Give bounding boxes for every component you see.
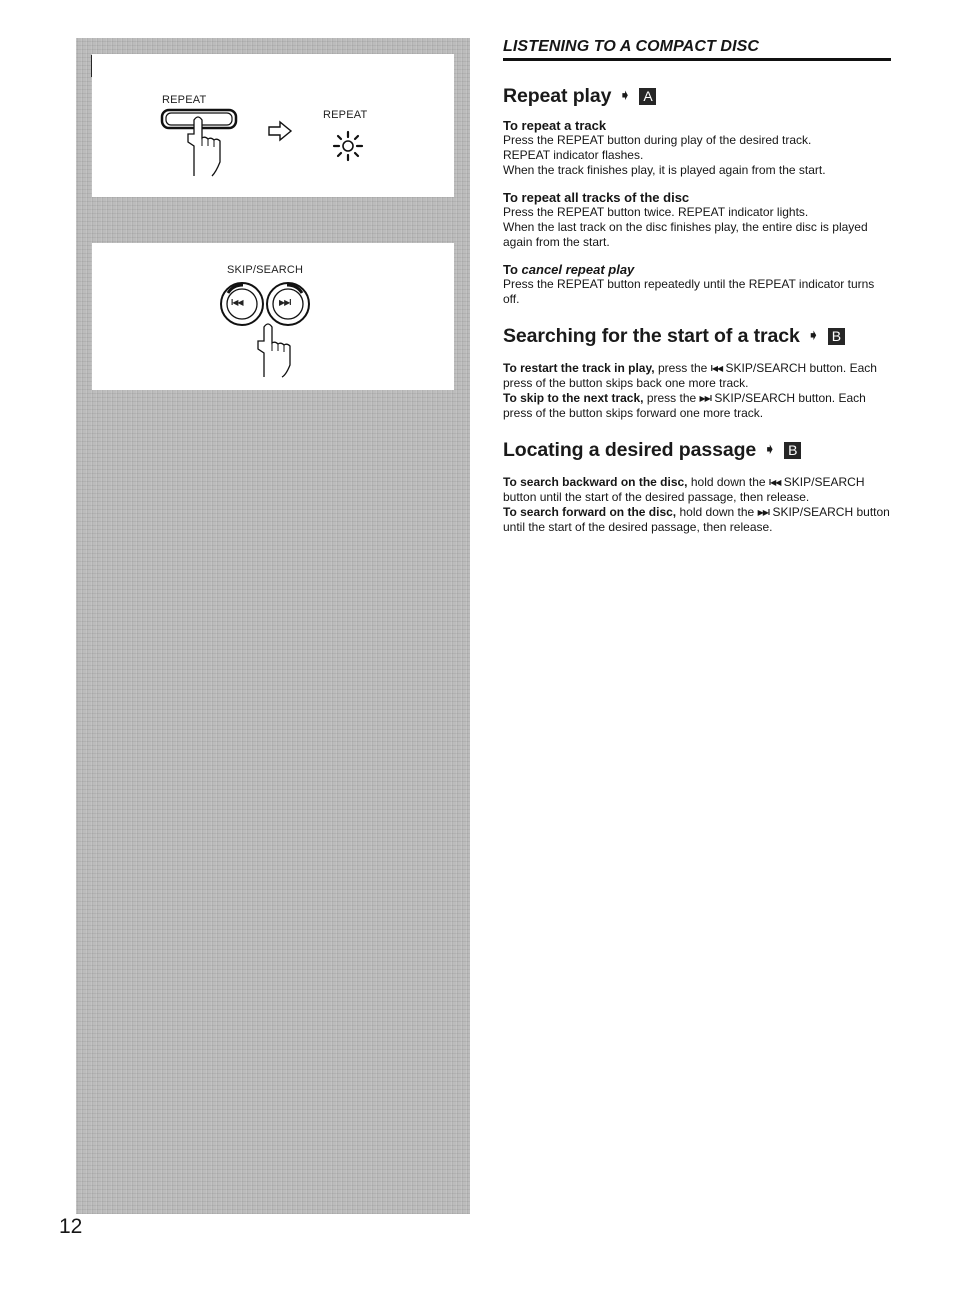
arrow-icon: ➧: [618, 87, 632, 104]
locating-title: Locating a desired passage: [503, 439, 757, 461]
skip-pre: press the: [646, 391, 697, 405]
cancel-heading-prefix: To: [503, 262, 518, 277]
search-backward-text: [503, 475, 893, 505]
backward-pre: hold down the: [690, 475, 766, 489]
skip-back-symbol: I◀◀: [710, 364, 723, 373]
text-column: [503, 38, 893, 535]
arrow-icon: ➧: [763, 441, 776, 458]
page-number: 12: [59, 1215, 83, 1238]
forward-bold: To search forward on the disc,: [503, 505, 677, 519]
ref-badge-b-2: B: [784, 442, 801, 459]
skip-forward-glyph: ▶▶I: [279, 298, 291, 307]
backward-post: SKIP/SEARCH button until the start of the desired passage, then release.: [503, 475, 865, 504]
backward-bold: To search backward on the disc,: [503, 475, 688, 489]
skip-back-symbol: I◀◀: [768, 478, 781, 487]
searching-title: Searching for the start of a track: [503, 325, 800, 347]
skip-search-label: SKIP/SEARCH: [227, 264, 304, 276]
skip-back-glyph: I◀◀: [231, 298, 243, 307]
repeat-all-line-1: Press the REPEAT button twice. REPEAT indicator lights.: [503, 205, 809, 219]
repeat-play-heading: [503, 85, 893, 108]
searching-heading: [503, 325, 893, 348]
cancel-repeat-heading: [503, 262, 893, 277]
cancel-repeat-text: Press the REPEAT button repeatedly until the REPEAT indicator turns off.: [503, 277, 875, 306]
repeat-all-heading: To repeat all tracks of the disc: [503, 190, 690, 205]
restart-pre: press the: [657, 361, 708, 375]
arrow-icon: ➧: [807, 327, 820, 344]
repeat-track-heading: To repeat a track: [503, 118, 607, 133]
skip-forward-symbol: ▶▶I: [699, 394, 712, 403]
ref-badge-b: B: [828, 328, 845, 345]
repeat-indicator-label: REPEAT: [323, 109, 368, 121]
repeat-play-title: Repeat play: [503, 85, 612, 107]
finger-press-icon: [254, 321, 298, 379]
restart-bold: To restart the track in play,: [503, 361, 655, 375]
forward-pre: hold down the: [679, 505, 755, 519]
indicator-flash-icon: [332, 130, 364, 162]
illustration-a-panel: [92, 54, 454, 197]
repeat-button-press-icon: [156, 106, 246, 178]
repeat-track-line-3: When the track finishes play, it is played again from the start.: [503, 163, 826, 177]
arrow-right-icon: [267, 120, 293, 142]
illustration-b-panel: [92, 243, 454, 390]
skip-forward-symbol: ▶▶I: [757, 508, 770, 517]
restart-track-text: [503, 361, 893, 391]
skip-bold: To skip to the next track,: [503, 391, 644, 405]
repeat-button-label: REPEAT: [162, 94, 207, 106]
locating-heading: [503, 439, 893, 462]
forward-post: SKIP/SEARCH button until the start of the desired passage, then release.: [503, 505, 890, 534]
skip-post: SKIP/SEARCH button. Each press of the button skips forward one more track.: [503, 391, 866, 420]
restart-post: SKIP/SEARCH button. Each press of the button skips back one more track.: [503, 361, 877, 390]
search-forward-text: [503, 505, 893, 535]
illustration-background: [76, 38, 470, 1214]
repeat-all-line-2: When the last track on the disc finishes play, the entire disc is played again from the start.: [503, 220, 868, 249]
skip-track-text: [503, 391, 893, 421]
repeat-track-line-1: Press the REPEAT button during play of the desired track.: [503, 133, 812, 147]
repeat-track-line-2: REPEAT indicator flashes.: [503, 148, 644, 162]
ref-badge-a: A: [639, 88, 656, 105]
cancel-heading-rest: cancel repeat play: [521, 262, 635, 277]
section-header: LISTENING TO A COMPACT DISC: [503, 38, 891, 61]
